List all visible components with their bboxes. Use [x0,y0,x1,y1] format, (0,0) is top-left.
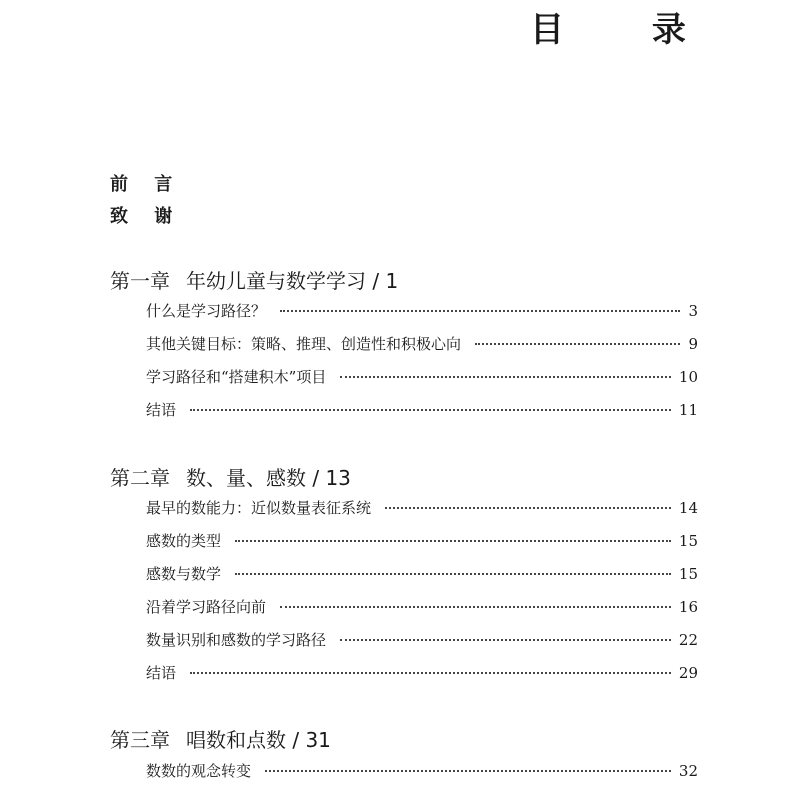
toc-entry[interactable] [146,300,698,321]
chapter-title: 年幼儿童与数学学习 / 1 [186,269,399,293]
chapter-number: 第二章 [110,466,170,490]
toc-entry[interactable] [146,366,698,387]
chapter-title: 数、量、感数 / 13 [186,466,351,490]
entry-page: 3 [688,302,698,320]
entry-page: 29 [678,664,698,682]
leader-dots [235,540,671,542]
chapter-1-heading[interactable] [110,265,398,294]
leader-dots [190,672,671,674]
leader-dots [235,573,671,575]
entry-page: 32 [678,762,698,780]
entry-page: 10 [678,368,698,386]
leader-dots [340,639,671,641]
leader-dots [280,606,671,608]
page-title: 目 录 [530,10,724,50]
leader-dots [385,507,671,509]
front-matter-preface[interactable]: 前 言 [110,174,183,195]
toc-entry[interactable] [146,497,698,518]
toc-entry[interactable] [146,662,698,683]
entry-label: 沿着学习路径向前 [146,598,267,616]
front-matter-acknowledgements[interactable]: 致 谢 [110,206,183,227]
chapter-number: 第一章 [110,269,170,293]
leader-dots [190,409,671,411]
leader-dots [340,376,671,378]
entry-page: 15 [678,532,698,550]
entry-label: 感数与数学 [146,565,222,583]
entry-label: 数数的观念转变 [146,762,252,780]
entry-page: 9 [688,335,698,353]
toc-entry[interactable] [146,760,698,781]
entry-page: 14 [678,499,698,517]
entry-label: 什么是学习路径？ [146,302,267,320]
entry-label: 其他关键目标：策略、推理、创造性和积极心向 [146,335,462,353]
toc-entry[interactable] [146,399,698,420]
entry-page: 22 [678,631,698,649]
entry-label: 结语 [146,401,177,419]
chapter-2-heading[interactable] [110,462,351,491]
leader-dots [280,310,680,312]
entry-page: 16 [678,598,698,616]
entry-label: 最早的数能力：近似数量表征系统 [146,499,372,517]
toc-entry[interactable] [146,563,698,584]
entry-label: 结语 [146,664,177,682]
entry-label: 学习路径和“搭建积木”项目 [146,368,327,386]
chapter-3-heading[interactable] [110,724,331,753]
entry-label: 感数的类型 [146,532,222,550]
entry-label: 数量识别和感数的学习路径 [146,631,327,649]
toc-entry[interactable] [146,333,698,354]
toc-entry[interactable] [146,530,698,551]
entry-page: 15 [678,565,698,583]
toc-entry[interactable] [146,629,698,650]
leader-dots [265,770,671,772]
chapter-number: 第三章 [110,728,170,752]
chapter-title: 唱数和点数 / 31 [186,728,331,752]
leader-dots [475,343,680,345]
entry-page: 11 [678,401,698,419]
toc-entry[interactable] [146,596,698,617]
